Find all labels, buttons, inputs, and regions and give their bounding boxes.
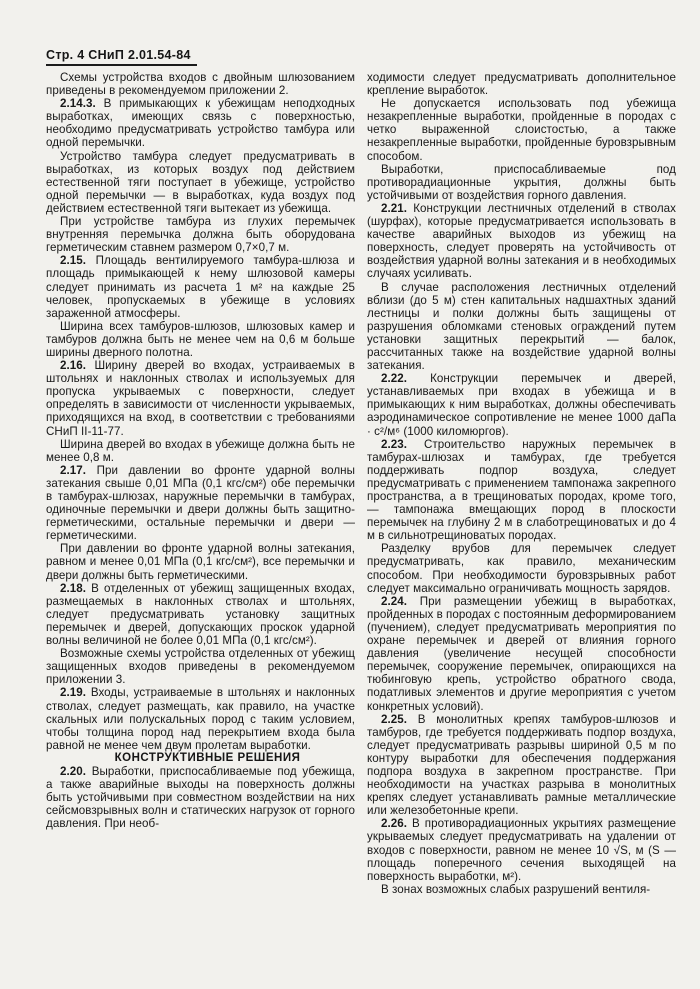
clause-paragraph	[367, 542, 676, 594]
clause-text: ходимости следует предусматривать дополнительное крепление выработок.	[367, 71, 676, 98]
clause-paragraph	[46, 150, 355, 215]
clause-text: В отделенных от убежищ защищенных входах, размещаемых в наклонных стволах и штольнях, следует предусматривать установку защитных перемычек и дверей, допускающих проскок ударной волны величиной не более 0,01 МПа (0,1 кгс/см²).	[46, 581, 355, 648]
clause-number: 2.25.	[381, 712, 408, 726]
clause-paragraph	[46, 71, 355, 97]
clause-number: 2.20.	[60, 764, 87, 778]
clause-text: Ширина всех тамбуров-шлюзов, шлюзовых камер и тамбуров должна быть не менее чем на 0,6 м больше ширины дверного полотна.	[46, 319, 355, 359]
clause-text: Входы, устраиваемые в штольнях и наклонных стволах, следует размещать, как правило, на участке скальных или полускальных пород с таким условием, чтобы толщина пород над перекрытием входа была равной не менее чем двум пролетам выработки.	[46, 686, 355, 752]
left-column	[46, 71, 355, 896]
clause-paragraph	[367, 202, 676, 281]
clause-text: Конструкции лестничных отделений в стволах (шурфах), которые предусматривается использовать в качестве аварийных выходов из убежищ на поверхность, следует проверять на устойчивость от воздействия ударной волны затекания и в необходимых случаях усиливать.	[367, 201, 676, 281]
clause-paragraph	[46, 215, 355, 254]
clause-number: 2.24.	[381, 594, 408, 608]
clause-text: В монолитных крепях тамбуров-шлюзов и тамбуров, где требуется поддерживать подпор воздуха, следует предусматривать разрывы шириной 0,5 м по контуру выработки для обеспечения поддержания подпора воздуха в закрепном пространстве. При необходимости на участках разрыва в монолитных крепях следует устанавливать рамные металлические или железобетонные крепи.	[367, 712, 676, 818]
clause-text: В зонах возможных слабых разрушений вентиля-	[381, 882, 651, 896]
clause-text: Не допускается использовать под убежища незакрепленные выработки, пройденные в породах с четко выраженной слоистостью, а также незакрепленные выработки, пройденные буровзрывным способом.	[367, 97, 676, 163]
page-header-text: Стр. 4 СНиП 2.01.54-84	[46, 48, 197, 66]
clause-text: Схемы устройства входов с двойным шлюзованием приведены в рекомендуемом приложении 2.	[46, 71, 355, 98]
clause-paragraph	[367, 438, 676, 543]
clause-paragraph	[367, 883, 676, 896]
clause-paragraph	[367, 281, 676, 373]
clause-number: 2.21.	[381, 201, 408, 215]
clause-text: Ширина дверей во входах в убежище должна быть не менее 0,8 м.	[46, 437, 355, 464]
two-column-text-area	[46, 71, 676, 896]
clause-number: 2.26.	[381, 817, 408, 831]
page-header	[46, 46, 197, 66]
clause-paragraph	[367, 713, 676, 818]
clause-paragraph	[46, 97, 355, 149]
clause-number: 2.23.	[381, 437, 408, 451]
clause-text: Выработки, приспосабливаемые под противорадиационные укрытия, должны быть устойчивыми от воздействия горного давления.	[367, 162, 676, 202]
clause-paragraph	[46, 254, 355, 319]
clause-paragraph	[46, 542, 355, 581]
clause-text: В противорадиационных укрытиях размещение укрываемых следует предусматривать на удалении от входов с поверхности, равном не менее 10 √S, м (S — площадь поперечного сечения выходящей на поверхность выработки, м²).	[367, 817, 676, 883]
clause-number: 2.17.	[60, 463, 87, 477]
clause-paragraph	[46, 647, 355, 686]
clause-text: Возможные схемы устройства отделенных от убежищ защищенных входов приведены в рекомендуемом приложении 3.	[46, 647, 355, 687]
clause-text: В случае расположения лестничных отделений вблизи (до 5 м) стен капитальных надшахтных зданий лестницы и полки должны быть защищены от разрушения обломками стеновых ограждений путем установки защитных перекрытий — балок, рассчитанных также на воздействие ударной волны затекания.	[367, 280, 676, 373]
clause-text: При устройстве тамбура из глухих перемычек внутренняя перемычка должна быть оборудована герметическим ставнем размером 0,7×0,7 м.	[46, 215, 355, 255]
clause-text: При давлении во фронте ударной волны затекания, равном и менее 0,01 МПа (0,1 кгс/см²), все перемычки и двери должны быть герметическими.	[46, 542, 355, 582]
clause-number: 2.18.	[60, 581, 87, 595]
clause-paragraph	[46, 765, 355, 830]
clause-paragraph	[46, 359, 355, 438]
right-column	[367, 71, 676, 896]
clause-text: При размещении убежищ в выработках, пройденных в породах с постоянным деформированием (пучением), следует предусматривать мероприятия по охране перемычек и дверей от влияния горного давления (увеличение несущей способности перемычек, сооружение перемычек, опирающихся на тюбинговую крепь, устройство обратного свода, податливых элементов и другие мероприятия с учетом конкретных условий).	[367, 594, 676, 713]
clause-text: Устройство тамбура следует предусматривать в выработках, из которых воздух под действием естественной тяги поступает в убежище, устройство одной перемычки — в выработках, куда воздух под действием естественной тяги вытекает из убежища.	[46, 149, 355, 215]
section-heading: КОНСТРУКТИВНЫЕ РЕШЕНИЯ	[114, 751, 301, 764]
clause-paragraph	[46, 686, 355, 751]
clause-number: 2.15.	[60, 254, 87, 268]
clause-number: 2.19.	[60, 686, 87, 700]
clause-paragraph	[46, 320, 355, 359]
clause-paragraph	[46, 582, 355, 647]
clause-text: Площадь вентилируемого тамбура-шлюза и площадь примыкающей к нему шлюзовой камеры следует принимать из расчета 1 м² на каждые 25 человек, пропускаемых в убежище в условиях зараженной атмосферы.	[46, 254, 355, 320]
clause-number: 2.16.	[60, 359, 87, 373]
clause-text: В примыкающих к убежищам неподходных выработках, имеющих связь с поверхностью, необходимо предусматривать устройство тамбура или одной перемычки.	[46, 97, 355, 150]
clause-text: Выработки, приспосабливаемые под убежища, а также аварийные выходы на поверхность должны быть устойчивыми при совместном воздействии на них сейсмовзрывных волн и статических нагрузок от горного давления. При необ-	[46, 764, 355, 831]
clause-text: Строительство наружных перемычек в тамбурах-шлюзах и тамбурах, где требуется поддерживать подпор воздуха, следует предусматривать с применением тампонажа закрепного пространства, а в трещиноватых породах, кроме того, — тампонажа вмещающих пород в плоскости перемычек на глубину 2 м в слаботрещиноватых и до 4 м в сильнотрещиноватых породах.	[367, 437, 676, 543]
clause-number: 2.14.3.	[60, 97, 96, 111]
clause-paragraph	[367, 97, 676, 162]
clause-text: Ширину дверей во входах, устраиваемых в штольнях и наклонных стволах и используемых для пропуска укрываемых с поверхности, следует определять в зависимости от численности укрываемых, приходящихся на вход, в соответствии с требованиями СНиП II-11-77.	[46, 359, 356, 438]
clause-text: Разделку врубов для перемычек следует предусматривать, как правило, механическим способом. При необходимости буровзрывных работ следует максимально ограничивать мощность зарядов.	[367, 542, 676, 595]
clause-paragraph	[46, 438, 355, 464]
clause-paragraph	[367, 163, 676, 202]
clause-paragraph	[46, 464, 355, 543]
clause-paragraph	[367, 71, 676, 97]
clause-paragraph	[367, 372, 676, 437]
clause-number: 2.22.	[381, 372, 408, 386]
clause-paragraph	[367, 817, 676, 882]
clause-text: Конструкции перемычек и дверей, устанавливаемых при входах в убежища и в примыкающих к ним выработках, должны обеспечивать аэродинамическое сопротивление не менее 1000 даПа · с²/м⁶ (1000 киломюргов).	[367, 372, 676, 438]
clause-text: При давлении во фронте ударной волны затекания свыше 0,01 МПа (0,1 кгс/см²) обе перемычки в тамбурах-шлюзах, наружные перемычки в тамбурах, одиночные перемычки и двери должны быть защитно-герметическими, остальные перемычки и двери — герметическими.	[46, 463, 355, 543]
clause-paragraph	[367, 595, 676, 713]
